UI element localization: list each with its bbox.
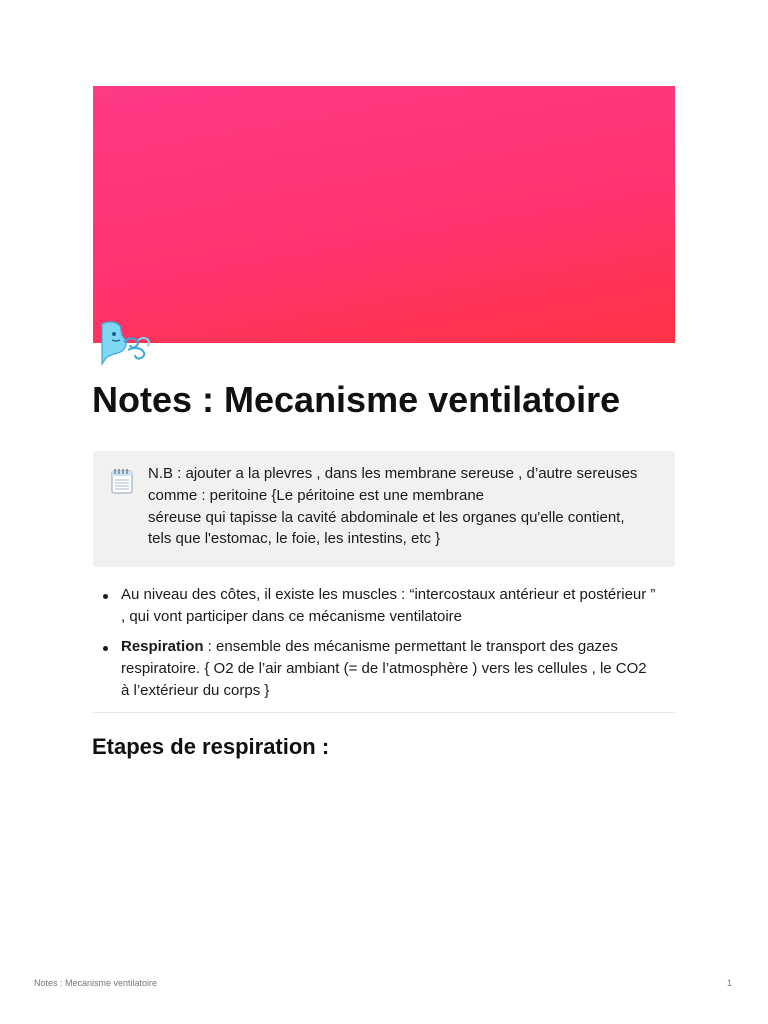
callout-line: N.B : ajouter a la plevres , dans les membrane sereuse , d’autre sereuses [148, 465, 638, 482]
footer-title: Notes : Mecanisme ventilatoire [34, 978, 158, 988]
callout-line: comme : peritoine {Le péritoine est une membrane [148, 486, 485, 504]
list-item-text: : ensemble des mécanisme permettant le transport des gazes [203, 638, 618, 655]
callout-line: séreuse qui tapisse la cavité abdominale et les organes qu'elle contient, [148, 508, 625, 526]
list-item-line: Au niveau des côtes, il existe les muscles : “intercostaux antérieur et postérieur ” [121, 586, 656, 603]
callout-line: tels que l'estomac, le foie, les intestins, etc } [148, 530, 441, 548]
wind-face-icon [98, 318, 154, 368]
section-heading: Etapes de respiration : [92, 734, 330, 759]
divider [93, 712, 675, 713]
footer-page-number: 1 [727, 978, 733, 988]
list-item-line: , qui vont participer dans ce mécanisme ventilatoire [121, 608, 463, 625]
list-item [93, 636, 675, 702]
page-title: Notes : Mecanisme ventilatoire [92, 379, 621, 420]
list-item-line [121, 636, 675, 658]
list-item-line: respiratoire. { O2 de l’air ambiant (= de l’atmosphère ) vers les cellules , le CO2 [121, 660, 647, 677]
bullet-dot-icon [103, 646, 108, 651]
callout-text [148, 463, 668, 550]
bullet-dot-icon [103, 594, 108, 599]
cover-banner [93, 86, 675, 343]
list-item [93, 584, 675, 628]
note-callout [93, 451, 675, 567]
list-item-line: à l’extérieur du corps } [121, 682, 270, 699]
term-respiration: Respiration [121, 638, 204, 655]
bullet-list [93, 584, 675, 710]
spiral-notepad-icon [111, 468, 133, 494]
